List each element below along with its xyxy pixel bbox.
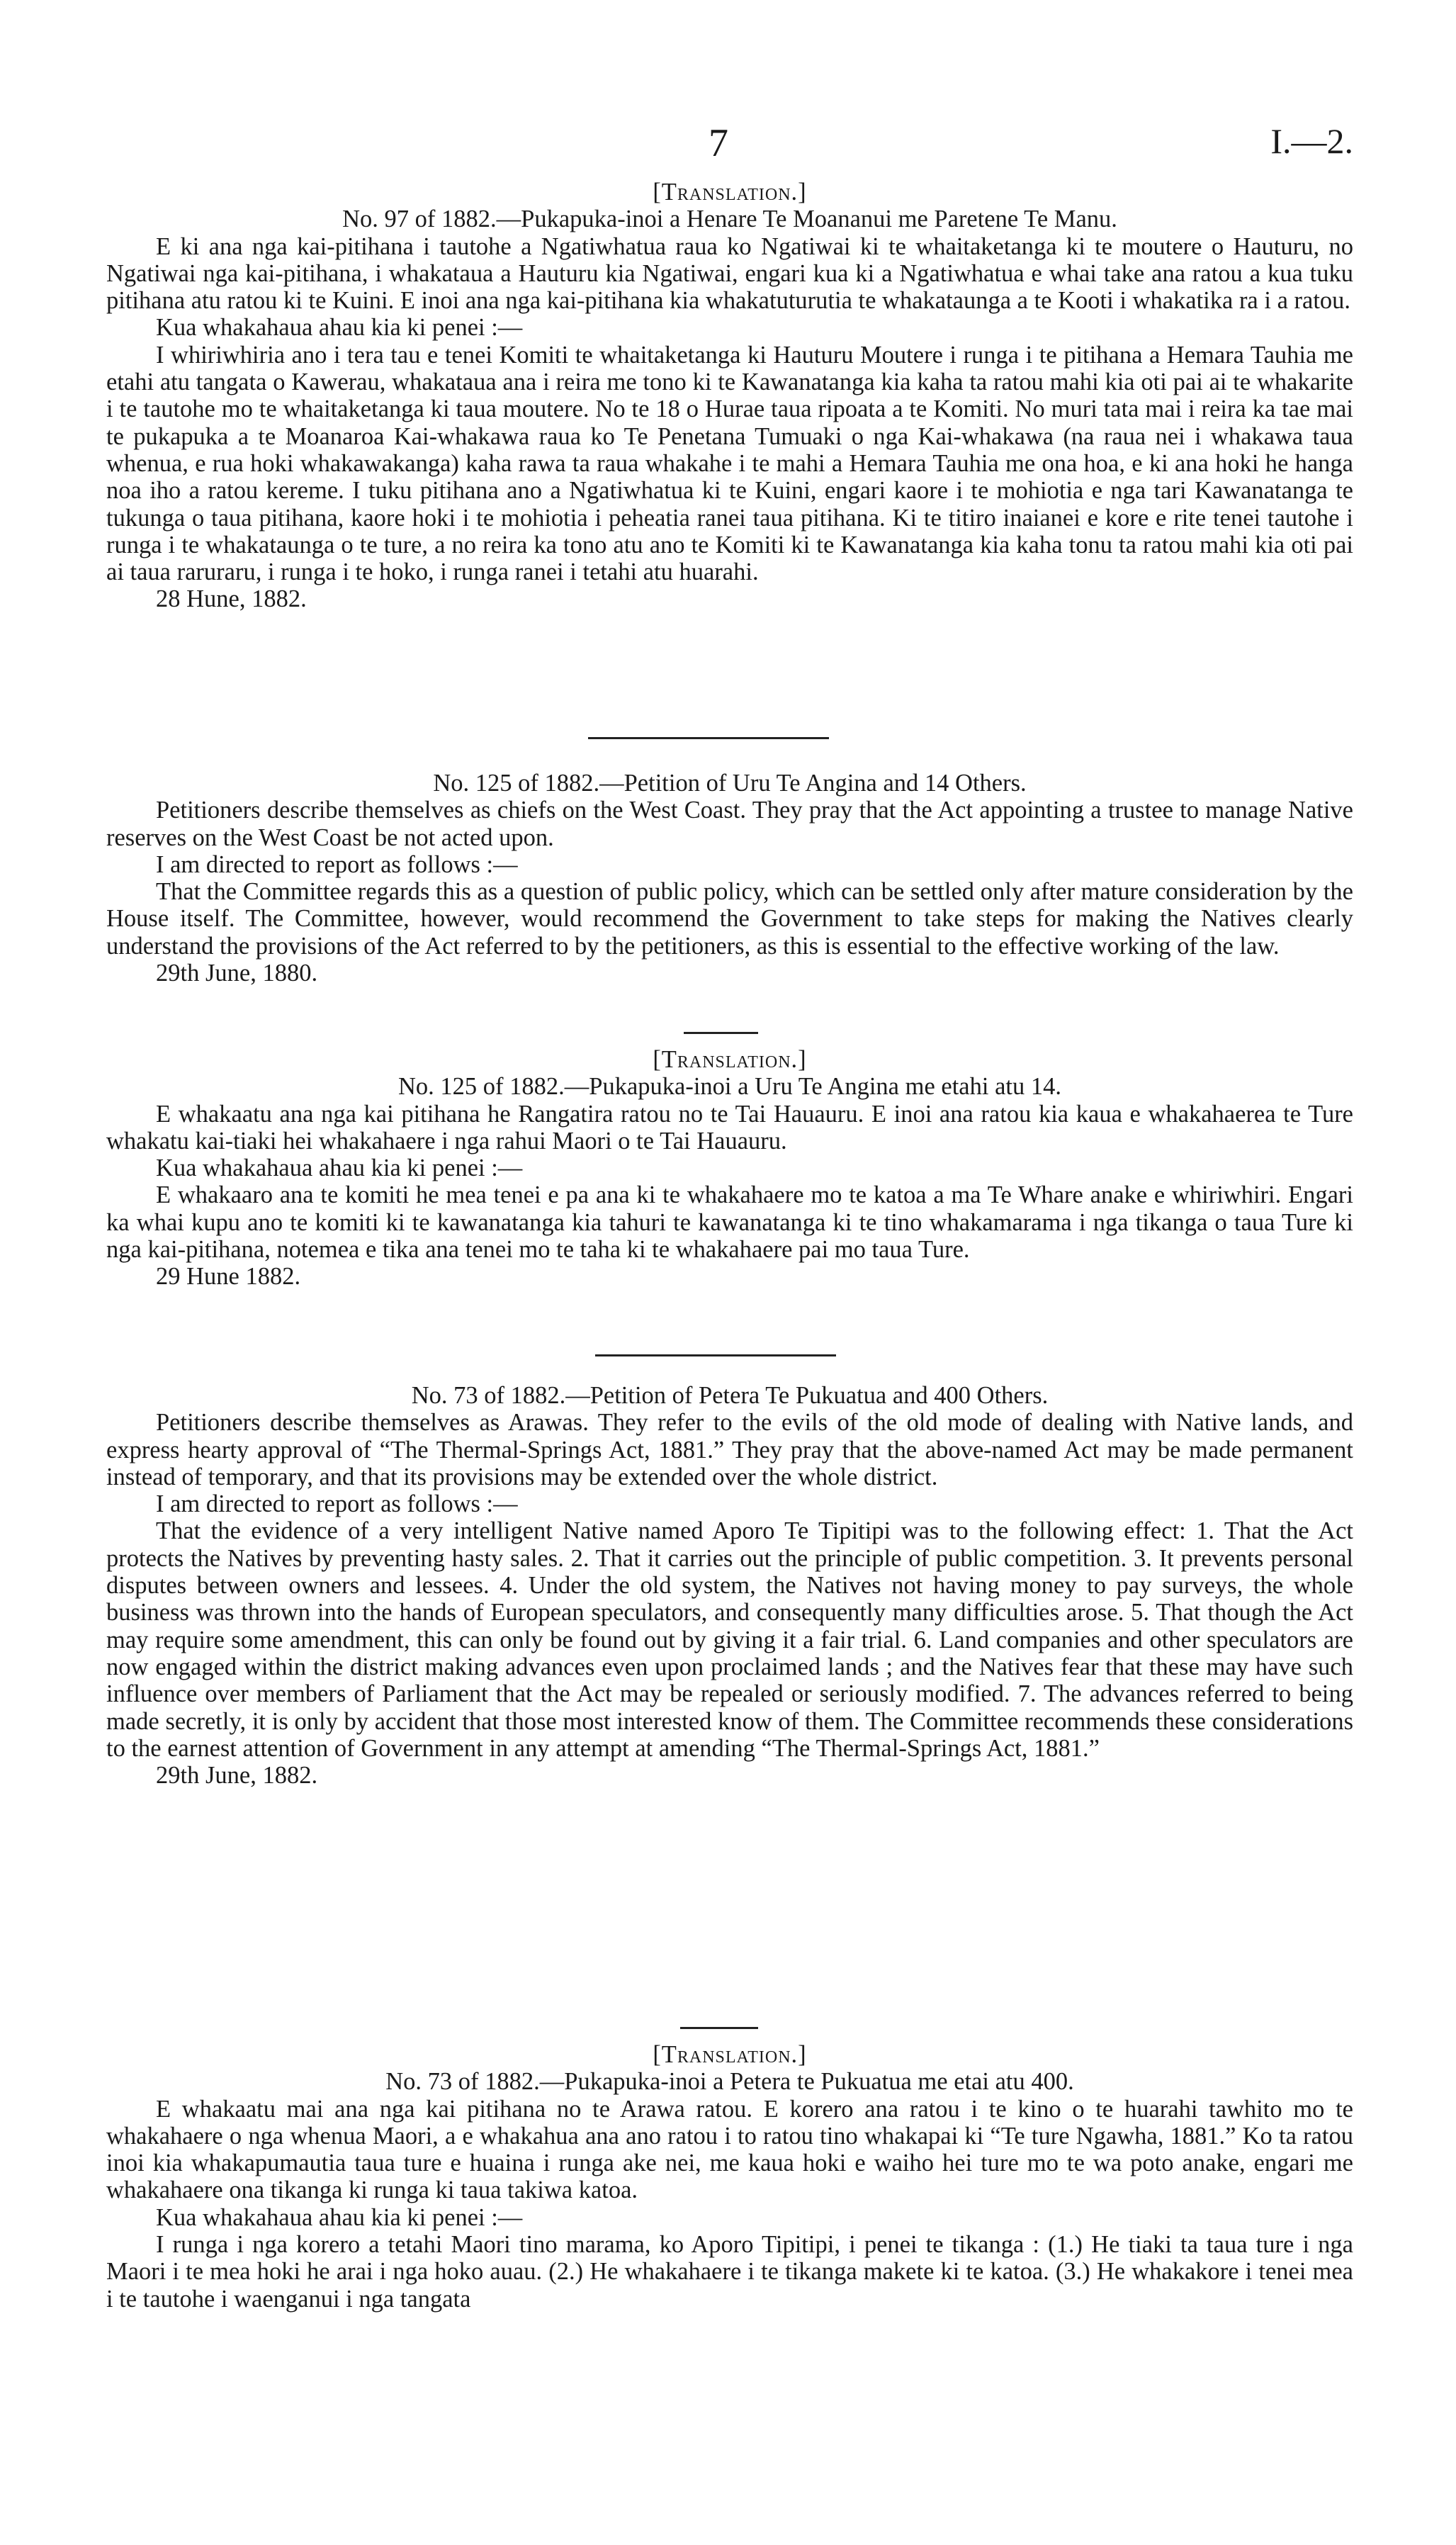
section-title: No. 125 of 1882.—Petition of Uru Te Angina and 14 Others. [433,770,1027,797]
paragraph: Kua whakahaua ahau kia ki penei :— [156,314,523,342]
section-divider [588,737,829,739]
paragraph: That the Committee regards this as a question of public policy, which can be settled only after mature consideration by the House itself. The Committee, however, would recommend the Government to take steps for making the Natives clearly understand the provisions of the Act referred to by the petitioners, as this is essential to the effective working of the law. [106,878,1353,960]
date-line: 28 Hune, 1882. [156,585,307,613]
page-header [106,120,1353,170]
section-petition-73-translation [106,2041,1353,2313]
paragraph: Kua whakahaua ahau kia ki penei :— [156,2203,523,2231]
date-line: 29 Hune 1882. [156,1263,301,1291]
page-number: 7 [709,121,728,165]
section-divider [595,1354,836,1356]
section-title: No. 97 of 1882.—Pukapuka-inoi a Henare Te Moananui me Paretene Te Manu. [342,206,1117,233]
section-title: No. 125 of 1882.—Pukapuka-inoi a Uru Te Angina me etahi atu 14. [398,1073,1061,1101]
section-title: No. 73 of 1882.—Pukapuka-inoi a Petera te Pukuatua me etai atu 400. [385,2068,1074,2096]
date-line: 29th June, 1880. [156,960,318,987]
paragraph: I whiriwhiria ano i tera tau e tenei Komiti te whaitaketanga ki Hauturu Moutere i runga i te pitihana a Hemara Tauhia me etahi atu tangata o Kawerau, whakataua ana i reira me tono ki te Kawanatanga kia kaha ta ratou mahi kia oti pai ai te whakarite i te tautohe mo te whaitaketanga ki taua moutere. No te 18 o Hurae taua ripoata a te Komiti. No muri tata mai i reira ka tae mai te pukapuka a te Moanaroa Kai-whakawa raua ko Te Penetana Tumuaki o nga Kai-whakawa (na raua nei i whakawa taua whenua, e rua hoki whakawakanga) kaha rawa ta raua whakahe i te mahi a Hemara Tauhia me ona hoa, e ki ana hoki he hanga noa iho a ratou kereme. I tuku pitihana ano a Ngatiwhatua ki te Kuini, engari kaore i te mohiotia e nga tari Kawanatanga te tukunga o taua pitihana, kaore hoki i te mohiotia i peheatia ranei taua pitihana. Ki te titiro inaianei e kore e rite tenei tautohe i runga i te whakataunga o te ture, a no reira ka tono atu ano te Komiti ki te Kawanatanga kia kaha tonu ta ratou mahi kia oti pai ai taua raruraru, i runga i te hoko, i runga ranei i tetahi atu huarahi. [106,341,1353,586]
paragraph: Petitioners describe themselves as chiefs on the West Coast. They pray that the Act appointing a trustee to manage Native reserves on the West Coast be not acted upon. [106,797,1353,851]
paragraph: E whakaatu ana nga kai pitihana he Rangatira ratou no te Tai Hauauru. E inoi ana ratou kia kaua e whakahaerea te Ture whakatu kai-tiaki hei whakahaere i nga rahui Maori o te Tai Hauauru. [106,1100,1353,1154]
section-divider [684,1032,758,1034]
paragraph: I am directed to report as follows :— [156,850,518,878]
paragraph: I am directed to report as follows :— [156,1490,518,1518]
paragraph: Petitioners describe themselves as Arawas. They refer to the evils of the old mode of dealing with Native lands, and express hearty approval of “The Thermal-Springs Act, 1881.” They pray that the above-named Act may be made permanent instead of temporary, and that its provisions may be extended over the whole district. [106,1409,1353,1490]
paragraph: E whakaatu mai ana nga kai pitihana no te Arawa ratou. E korero ana ratou i te kino o te huarahi tawhito mo te whakahaere o nga whenua Maori, a e whakahua ana ano ratou i to ratou tino whakapai ki “Te ture Ngawha, 1881.” Ko ta ratou inoi kia whakapumautia taua ture e huaina i runga ake nei, me kaua hoki e waiho hei ture mo te wa poto anake, engari me whakahaere ona tikanga ki runga ki taua takiwa katoa. [106,2095,1353,2204]
page-reference: I.—2. [1270,121,1353,161]
paragraph: I runga i nga korero a tetahi Maori tino marama, ko Aporo Tipitipi, i penei te tikanga : (1.) He tiaki ta taua ture i nga Maori i te mea hoki he arai i nga hoko auau. (2.) He whakahaere i te tikanga makete ki te katoa. (3.) He whakakore i tenei mea i te tautohe i waenganui i nga tangata [106,2231,1353,2313]
section-divider [680,2027,758,2029]
document-page [106,0,1353,2545]
paragraph: Kua whakahaua ahau kia ki penei :— [156,1154,523,1182]
section-title: No. 73 of 1882.—Petition of Petera Te Pukuatua and 400 Others. [411,1382,1049,1409]
date-line: 29th June, 1882. [156,1762,318,1790]
section-heading: [Translation.] [653,179,807,206]
paragraph: That the evidence of a very intelligent Native named Aporo Te Tipitipi was to the following effect: 1. That the Act protects the Natives by preventing hasty sales. 2. That it carries out the principle of public competition. 3. It prevents personal disputes between owners and lessees. 4. Under the old system, the Natives not having money to pay surveys, the whole business was thrown into the hands of European speculators, and consequently many difficulties arose. 5. That though the Act may require some amendment, this can only be found out by giving it a fair trial. 6. Land companies and other speculators are now engaged within the district making advances even upon proclaimed lands ; and the Natives fear that these may have such influence over members of Parliament that the Act may be repealed or seriously modified. 7. The advances referred to being made secretly, it is only by accident that those most interested know of them. The Committee recommends these considerations to the earnest attention of Government in any attempt at amending “The Thermal-Springs Act, 1881.” [106,1517,1353,1762]
section-petition-125-translation [106,1046,1353,1291]
section-petition-73 [106,1382,1353,1789]
paragraph: E ki ana nga kai-pitihana i tautohe a Ngatiwhatua raua ko Ngatiwai ki te whaitaketanga ki te moutere o Hauturu, no Ngatiwai nga kai-pitihana, i whakataua a Hauturu kia Ngatiwai, engari kua ki a Ngatiwhatua e whai take ana ratou a kua tuku pitihana atu ratou ki te Kuini. E inoi ana nga kai-pitihana kia whakatuturutia te whakataunga a te Kooti i whakatika ra i a ratou. [106,232,1353,315]
section-heading: [Translation.] [653,2041,807,2068]
section-petition-125 [106,770,1353,987]
section-petition-97-translation [106,179,1353,613]
section-heading: [Translation.] [653,1046,807,1073]
paragraph: E whakaaro ana te komiti he mea tenei e pa ana ki te whakahaere mo te katoa a ma Te Whare anake e whiriwhiri. Engari ka whai kupu ano te komiti ki te kawanatanga kia tahuri te kawanatanga ki te tino whakamarama i nga tikanga o taua Ture ki nga kai-pitihana, notemea e tika ana tenei mo te taha ki te whakahaere pai mo taua Ture. [106,1181,1353,1264]
